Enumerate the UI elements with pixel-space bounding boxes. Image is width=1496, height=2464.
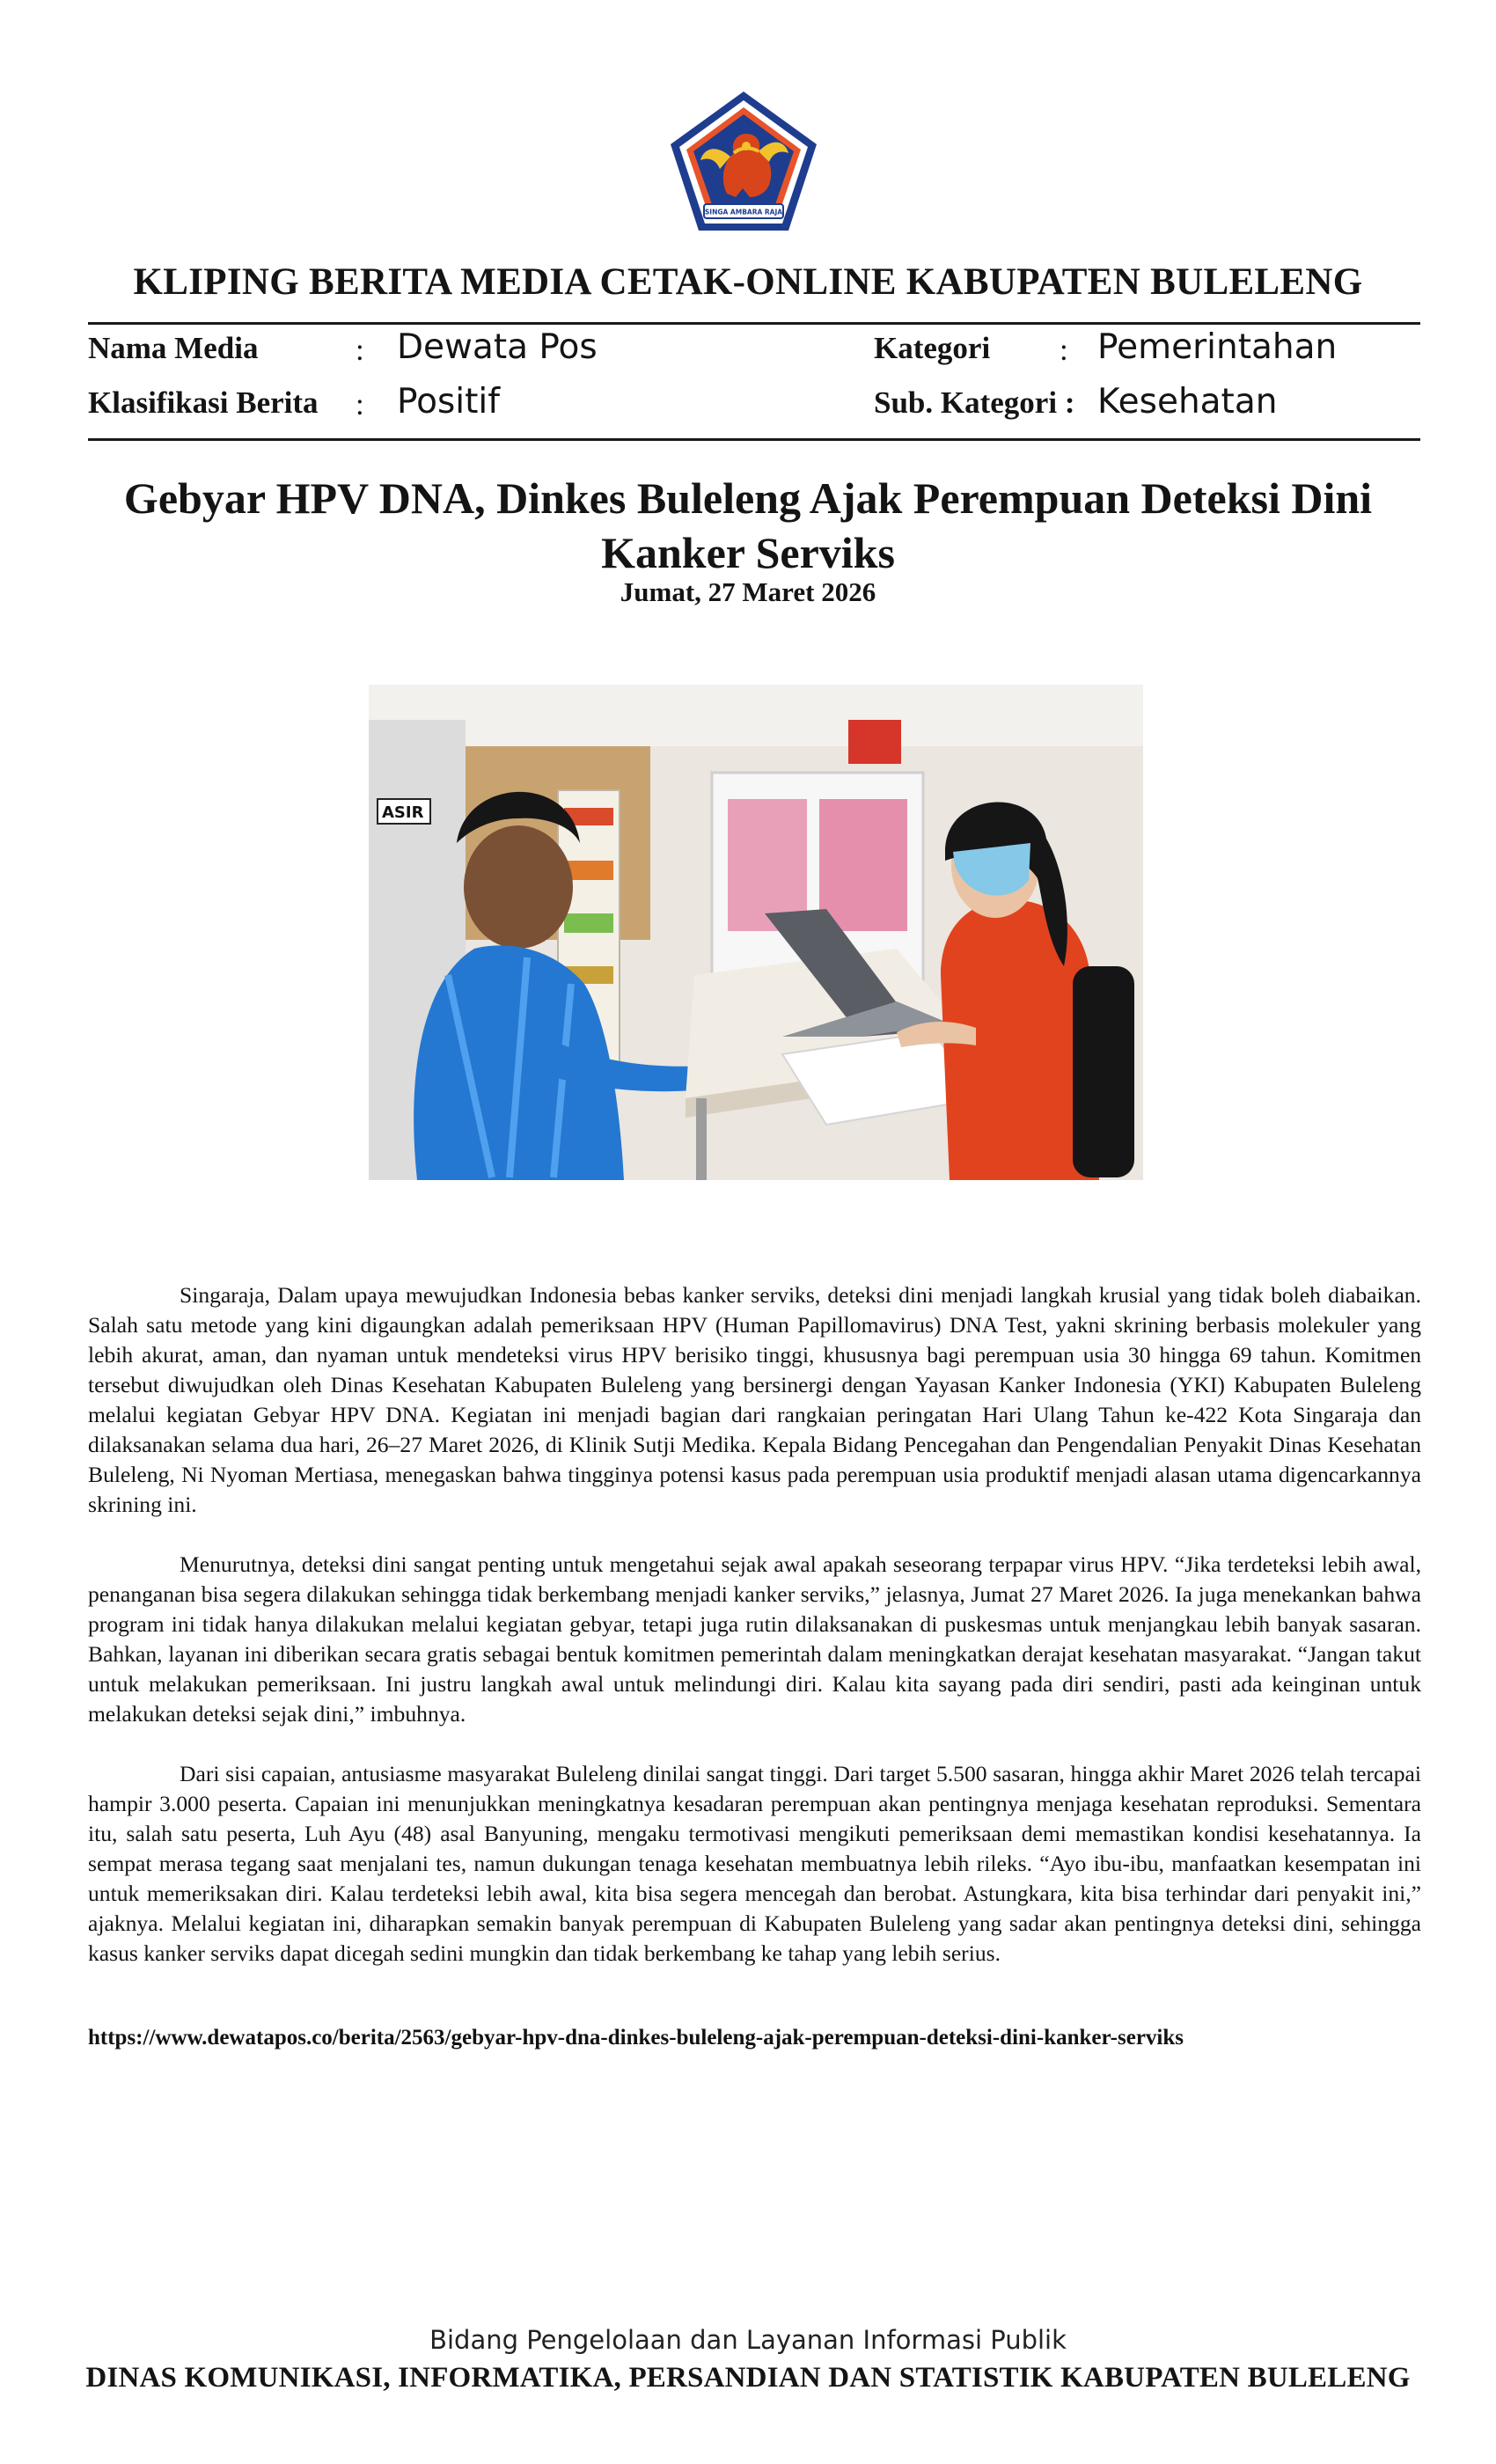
meta-sub-kategori-value: Kesehatan <box>1097 382 1278 422</box>
article-body <box>88 1280 1421 1998</box>
divider-bottom <box>88 438 1420 441</box>
meta-colon: : <box>356 387 364 422</box>
buleleng-emblem-logo <box>665 88 822 236</box>
meta-sub-kategori-label: Sub. Kategori : <box>874 385 1075 420</box>
article-photo <box>369 685 1143 1180</box>
meta-colon: : <box>1060 333 1068 367</box>
article-date: Jumat, 27 Maret 2026 <box>620 576 876 607</box>
article-headline: Gebyar HPV DNA, Dinkes Buleleng Ajak Perempuan Deteksi Dini Kanker Serviks <box>123 473 1373 577</box>
meta-nama-media-label: Nama Media <box>88 331 259 365</box>
article-paragraph: Dari sisi capaian, antusiasme masyarakat Buleleng dinilai sangat tinggi. Dari target 5.500 sasaran, hingga akhir Maret 2026 telah tercapai hampir 3.000 peserta. Capaian ini menunjukkan meningkatnya kesadaran perempuan akan pentingnya menjaga kesehatan reproduksi. Sementara itu, salah satu peserta, Luh Ayu (48) asal Banyuning, mengaku termotivasi mengikuti pemeriksaan demi memastikan kondisi kesehatannya. Ia sempat merasa tegang saat menjalani tes, namun dukungan tenaga kesehatan membuatnya lebih rileks. “Ayo ibu-ibu, manfaatkan kesempatan ini untuk memeriksakan diri. Kalau terdeteksi lebih awal, kita bisa segera mencegah dan berobat. Astungkara, kita bisa terhindar dari penyakit ini,” ajaknya. Melalui kegiatan ini, diharapkan semakin banyak perempuan di Kabupaten Buleleng yang sadar akan pentingnya deteksi dini, sehingga kasus kanker serviks dapat dicegah sedini mungkin dan tidak berkembang ke tahap yang lebih serius. <box>88 1761 1421 1966</box>
meta-kategori-value: Pemerintahan <box>1097 327 1338 367</box>
meta-klasifikasi-label: Klasifikasi Berita <box>88 385 319 420</box>
source-link[interactable]: https://www.dewatapos.co/berita/2563/gebyar-hpv-dna-dinkes-buleleng-ajak-perempuan-deteksi-dini-kanker-serviks <box>88 2026 1184 2050</box>
emblem-motto: SINGA AMBARA RAJA <box>704 208 783 216</box>
article-paragraph: Singaraja, Dalam upaya mewujudkan Indonesia bebas kanker serviks, deteksi dini menjadi langkah krusial yang tidak boleh diabaikan. Salah satu metode yang kini digaungkan adalah pemeriksaan HPV (Human Papillomavirus) DNA Test, yakni skrining berbasis molekuler yang lebih akurat, aman, dan nyaman untuk mendeteksi virus HPV berisiko tinggi, khususnya bagi perempuan usia 30 hingga 69 tahun. Komitmen tersebut diwujudkan oleh Dinas Kesehatan Kabupaten Buleleng yang bersinergi dengan Yayasan Kanker Indonesia (YKI) Kabupaten Buleleng melalui kegiatan Gebyar HPV DNA. Kegiatan ini menjadi bagian dari rangkaian peringatan Hari Ulang Tahun ke-422 Kota Singaraja dan dilaksanakan selama dua hari, 26–27 Maret 2026, di Klinik Sutji Medika. Kepala Bidang Pencegahan dan Pengendalian Penyakit Dinas Kesehatan Buleleng, Ni Nyoman Mertiasa, menegaskan bahwa tingginya potensi kasus pada perempuan usia produktif menjadi alasan utama digencarkannya skrining ini. <box>88 1282 1421 1517</box>
footer-department: Bidang Pengelolaan dan Layanan Informasi Publik <box>429 2325 1067 2355</box>
clipping-title: KLIPING BERITA MEDIA CETAK-ONLINE KABUPATEN BULELENG <box>133 261 1363 303</box>
divider-top <box>88 322 1420 325</box>
photo-sign: ASIR <box>382 803 424 822</box>
article-paragraph: Menurutnya, deteksi dini sangat penting untuk mengetahui sejak awal apakah seseorang terpapar virus HPV. “Jika terdeteksi lebih awal, penanganan bisa segera dilakukan sehingga tidak berkembang menjadi kanker serviks,” jelasnya, Jumat 27 Maret 2026. Ia juga menekankan bahwa program ini tidak hanya dilakukan melalui kegiatan gebyar, tetapi juga rutin dilaksanakan di puskesmas untuk menjangkau lebih banyak sasaran. Bahkan, layanan ini diberikan secara gratis sebagai bentuk komitmen pemerintah dalam meningkatkan derajat kesehatan masyarakat. “Jangan takut untuk melakukan pemeriksaan. Ini justru langkah awal untuk melindungi diri. Kalau kita sayang pada diri sendiri, pasti ada keinginan untuk melakukan deteksi sejak dini,” imbuhnya. <box>88 1551 1421 1727</box>
meta-klasifikasi-value: Positif <box>397 382 500 422</box>
meta-colon: : <box>356 333 364 367</box>
meta-nama-media-value: Dewata Pos <box>397 327 598 367</box>
footer-agency: DINAS KOMUNIKASI, INFORMATIKA, PERSANDIAN DAN STATISTIK KABUPATEN BULELENG <box>85 2362 1411 2394</box>
meta-kategori-label: Kategori <box>874 331 991 365</box>
